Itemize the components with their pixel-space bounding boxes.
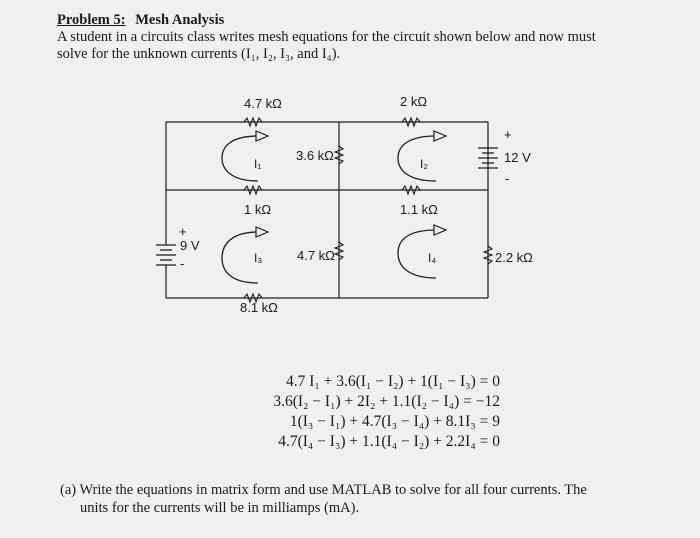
- mesh-label-i2: I₂: [420, 157, 428, 171]
- arrowhead-i2: [434, 131, 446, 141]
- battery-right-label: 12 V: [504, 150, 531, 165]
- battery-left-plus: +: [179, 224, 187, 239]
- part-a-line-2: units for the currents will be in milliamps (mA).: [80, 500, 360, 516]
- battery-left-label: 9 V: [180, 238, 200, 253]
- mesh-arrow-i1: [222, 136, 258, 181]
- part-a-question: [60, 481, 650, 517]
- mesh-arrow-i3: [222, 232, 258, 283]
- resistor-top-left-label: 4.7 kΩ: [244, 96, 282, 111]
- resistor-top-right-label: 2 kΩ: [400, 94, 428, 109]
- mesh-label-i3: I₃: [254, 251, 263, 265]
- problem-intro-line-2: solve for the unknown currents (I₁, I₂, I₃, and I₄).: [57, 46, 341, 62]
- problem-topic: Mesh Analysis: [135, 12, 225, 28]
- equation-3: 1(I₃ − I₁) + 4.7(I₃ − I₄) + 8.1I₃ = 9: [289, 413, 500, 430]
- battery-left-symbol: [156, 245, 176, 268]
- mesh-equations: [210, 372, 530, 452]
- battery-left-minus: -: [180, 256, 185, 271]
- problem-intro-line-1: A student in a circuits class writes mesh equations for the circuit shown below and now must: [57, 29, 596, 45]
- battery-right-minus: -: [505, 171, 510, 186]
- arrowhead-i4: [434, 225, 446, 235]
- resistor-mid-upper-label: 3.6 kΩ: [296, 148, 334, 163]
- resistor-h-right-label: 1.1 kΩ: [400, 202, 438, 217]
- resistor-right-lower-label: 2.2 kΩ: [495, 250, 533, 265]
- resistor-mid-lower-label: 4.7 kΩ: [297, 248, 335, 263]
- resistor-h-left-label: 1 kΩ: [244, 202, 272, 217]
- arrowhead-i3: [256, 227, 268, 237]
- arrowhead-i1: [256, 131, 268, 141]
- equation-2: 3.6(I₂ − I₁) + 2I₂ + 1.1(I₂ − I₄) = −12: [273, 393, 500, 410]
- equation-1: 4.7 I₁ + 3.6(I₁ − I₂) + 1(I₁ − I₃) = 0: [285, 373, 500, 390]
- equation-4: 4.7(I₄ − I₃) + 1.1(I₄ − I₂) + 2.2I₄ = 0: [278, 433, 500, 450]
- part-a-line-1: (a) Write the equations in matrix form and use MATLAB to solve for all four currents. The: [60, 482, 587, 498]
- mesh-label-i4: I₄: [428, 251, 437, 265]
- mesh-arrow-i2: [398, 136, 436, 181]
- mesh-label-i1: I₁: [254, 157, 262, 171]
- problem-number: Problem 5:: [57, 12, 126, 28]
- battery-right-plus: +: [504, 127, 512, 142]
- resistor-bottom-label: 8.1 kΩ: [240, 300, 278, 315]
